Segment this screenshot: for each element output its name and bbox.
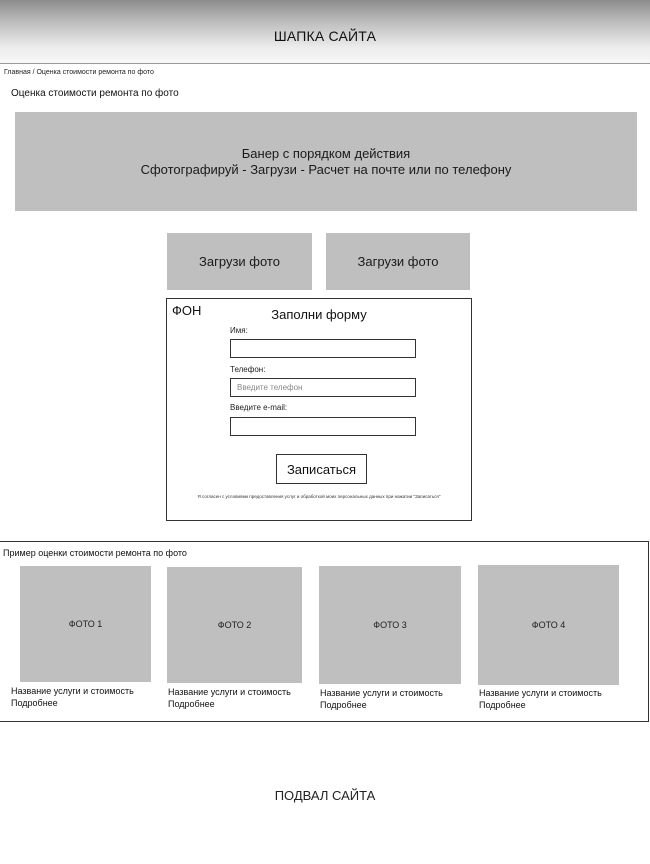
examples-section — [0, 541, 649, 722]
submit-button[interactable]: Записаться — [276, 454, 367, 484]
example-photo — [20, 566, 151, 682]
service-name-price: Название услуги и стоимость — [479, 688, 602, 698]
more-link[interactable]: Подробнее — [479, 700, 526, 710]
upload-photo-button-2[interactable] — [326, 233, 470, 290]
examples-title: Пример оценки стоимости ремонта по фото — [3, 548, 187, 558]
form-title: Заполни форму — [271, 307, 367, 322]
example-photo — [478, 565, 619, 685]
page-title: Оценка стоимости ремонта по фото — [11, 88, 179, 99]
photo-label: ФОТО 2 — [217, 620, 252, 630]
service-name-price: Название услуги и стоимость — [11, 686, 134, 696]
more-link[interactable]: Подробнее — [168, 699, 215, 709]
example-card — [11, 566, 151, 709]
header-title: ШАПКА САЙТА — [273, 27, 377, 44]
consent-text: Я согласен с условиями предоставления услуг и обработкой моих персональных данных при нажатии "Записаться" — [197, 494, 441, 499]
example-photo — [167, 567, 302, 683]
banner-line-1: Банер с порядком действия — [241, 145, 411, 161]
upload-photo-label: Загрузи фото — [357, 254, 439, 269]
service-name-price: Название услуги и стоимость — [320, 688, 443, 698]
photo-label: ФОТО 4 — [531, 620, 566, 630]
example-card — [319, 566, 461, 711]
steps-banner — [15, 112, 637, 211]
email-label: Введите e-mail: — [230, 403, 288, 412]
email-field[interactable] — [230, 417, 416, 436]
upload-photo-button-1[interactable] — [167, 233, 312, 290]
upload-photo-label: Загрузи фото — [199, 254, 280, 269]
name-field[interactable] — [230, 339, 416, 358]
photo-label: ФОТО 1 — [68, 619, 103, 629]
footer-title: ПОДВАЛ САЙТА — [274, 787, 376, 803]
name-label: Имя: — [230, 326, 248, 335]
photo-label: ФОТО 3 — [373, 620, 407, 630]
breadcrumb[interactable]: Главная / Оценка стоимости ремонта по фото — [4, 69, 154, 76]
example-photo — [319, 566, 461, 684]
phone-label: Телефон: — [230, 365, 266, 374]
phone-field[interactable] — [230, 378, 416, 397]
more-link[interactable]: Подробнее — [11, 698, 58, 708]
signup-form — [166, 298, 472, 521]
more-link[interactable]: Подробнее — [320, 700, 367, 710]
service-name-price: Название услуги и стоимость — [168, 687, 291, 697]
banner-line-2: Сфотографируй - Загрузи - Расчет на почте или по телефону — [140, 161, 512, 177]
example-card — [167, 567, 302, 710]
example-card — [478, 565, 619, 711]
site-footer — [0, 765, 650, 825]
site-header — [0, 0, 650, 64]
background-label: ФОН — [172, 303, 202, 318]
